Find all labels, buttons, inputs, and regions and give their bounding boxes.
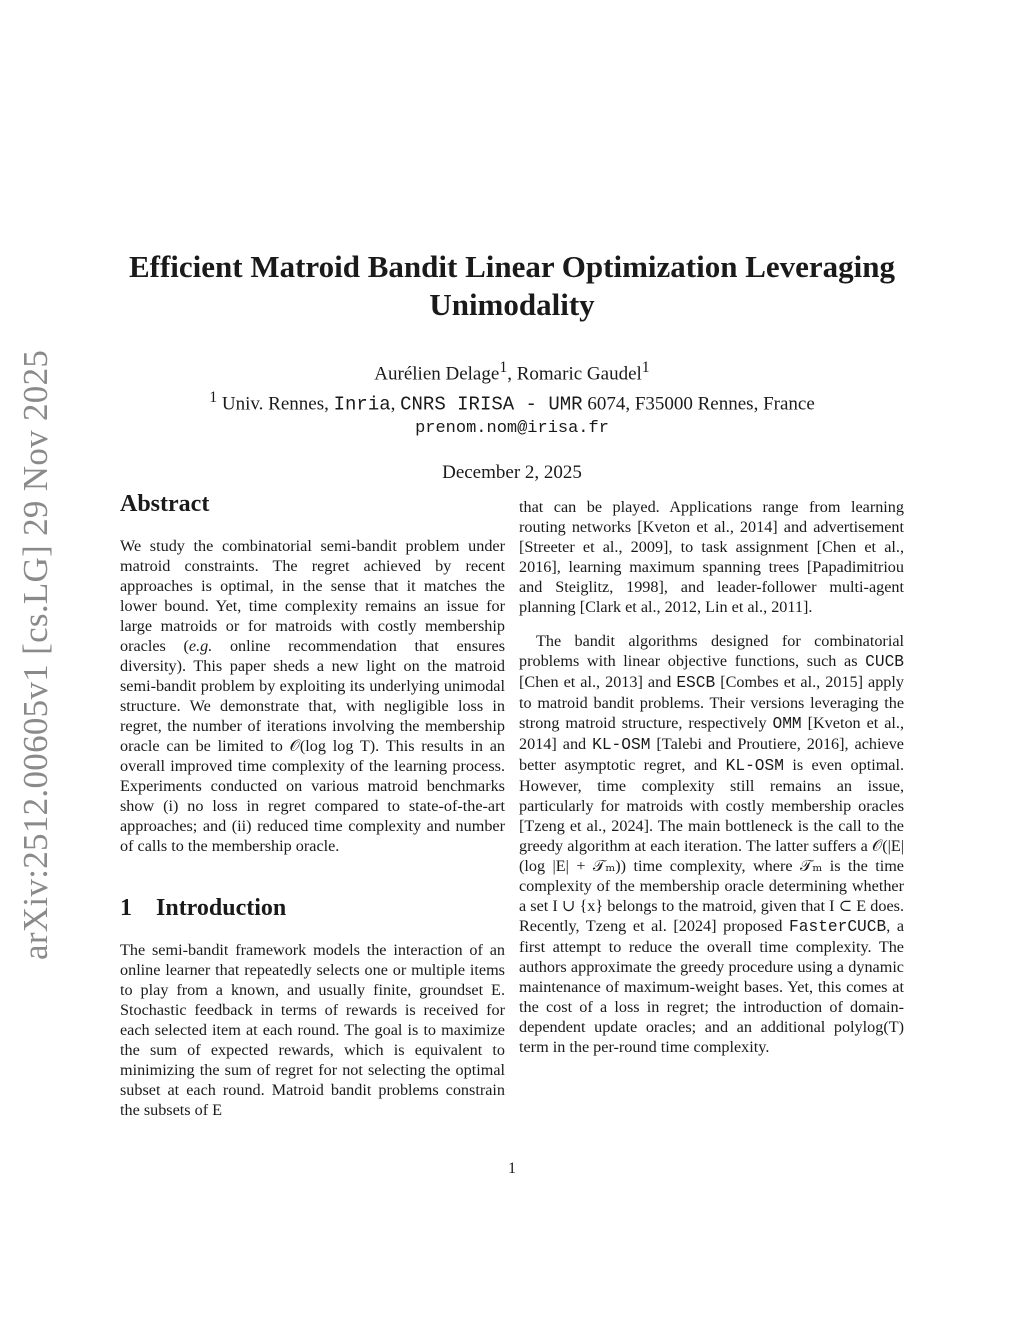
section-number: 1 (120, 895, 132, 921)
title-line-1: Efficient Matroid Bandit Linear Optimization Leveraging (128, 249, 896, 284)
authors (100, 356, 924, 386)
p2-text-1: The bandit algorithms designed for combinatorial problems with linear objective functions, such as (519, 632, 904, 670)
affiliation-post: 6074, F35000 Rennes, France (582, 393, 815, 415)
affiliation-cnrs: CNRS IRISA - UMR (400, 393, 583, 416)
p2-text-6: is even optimal. However, time complexity still remains an issue, particularly for matroids with costly membership oracles [Tzeng et al., 2024]. The main bottleneck is the call to the greedy algorithm at each iteration. The latter suffers a 𝒪(|E|(log |E| + 𝒯ₘ)) time complexity, where 𝒯ₘ is the time complexity of the membership oracle determining whether a set I ∪ {x} belongs to the matroid, given that I ⊂ E does. Recently, Tzeng et al. [2024] proposed (519, 756, 905, 935)
p2-text-5: [Talebi and Proutiere, 2016], achieve better asymptotic regret, and (519, 735, 904, 774)
email: prenom.nom@irisa.fr (415, 418, 609, 438)
algo-fastercucb: FasterCUCB (789, 918, 887, 936)
affiliation-pre: Univ. Rennes, (217, 393, 334, 415)
affiliation (100, 386, 924, 416)
abstract-text (120, 536, 505, 856)
left-column (120, 490, 505, 1120)
abstract-heading: Abstract (120, 491, 210, 517)
p2-text-2: [Chen et al., 2013] and (519, 673, 677, 691)
author-sep: , (507, 363, 517, 385)
author-2-sup: 1 (641, 359, 650, 376)
arxiv-identifier: arXiv:2512.00605v1 [cs.LG] 29 Nov 2025 (16, 349, 55, 960)
algo-cucb: CUCB (865, 653, 904, 671)
paper-title (100, 248, 924, 324)
date: December 2, 2025 (442, 461, 582, 483)
section-title: Introduction (156, 895, 287, 921)
introduction-heading (120, 894, 505, 922)
author-1: Aurélien Delage (374, 363, 500, 385)
intro-paragraph-1: The semi-bandit framework models the interaction of an online learner that repeatedly selects one or multiple items to play from a known, and usually finite, groundset E. Stochastic feedback in terms of rewards is received for each selected item at each round. The goal is to maximize the sum of expected rewards, which is equivalent to minimizing the sum of regret for not selecting the optimal subset at each round. Matroid bandit problems constrain the subsets of E (120, 941, 505, 1119)
p2-text-4: [Kveton et al., 2014] and (519, 714, 904, 753)
affiliation-inria: Inria (333, 393, 391, 416)
right-column (519, 497, 904, 1057)
abstract-eg: e.g. (188, 637, 213, 655)
affiliation-mid: , (390, 393, 401, 415)
author-2: Romaric Gaudel (516, 363, 642, 385)
intro-paragraph-2 (519, 631, 904, 1057)
page-number: 1 (508, 1160, 516, 1177)
algo-kl-osm: KL-OSM (592, 736, 651, 754)
algo-omm: OMM (772, 715, 802, 733)
p2-text-7: , a first attempt to reduce the overall time complexity. The authors approximate the greedy procedure using a dynamic maintenance of maximum-weight bases. Yet, this comes at the cost of a loss in regret; the introduction of domain-dependent update oracles; and an additional polylog(T) term in the per-round time complexity. (519, 917, 905, 1056)
title-block (100, 248, 924, 485)
algo-kl-osm-2: KL-OSM (725, 757, 784, 775)
abstract-text-b: online recommendation that ensures diversity). This paper sheds a new light on the matroid semi-bandit problem by exploiting its underlying unimodal structure. We demonstrate that, with negligible loss in regret, the number of iterations involving the membership oracle can be limited to 𝒪(log log T). This results in an overall improved time complexity of the learning process. Experiments conducted on various matroid benchmarks show (i) no loss in regret compared to state-of-the-art approaches; and (ii) reduced time complexity and number of calls to the membership oracle. (120, 637, 506, 855)
algo-escb: ESCB (676, 674, 716, 692)
author-1-sup: 1 (499, 359, 508, 376)
abstract-text-a: We study the combinatorial semi-bandit problem under matroid constraints. The regret achieved by recent approaches is optimal, in the sense that it matches the lower bound. Yet, time complexity remains an issue for large matroids or for matroids with costly membership oracles ( (120, 537, 505, 655)
p2-text-3: [Combes et al., 2015] apply to matroid bandit problems. Their versions leveraging the strong matroid structure, respectively (519, 673, 904, 732)
intro-paragraph-1-continued: that can be played. Applications range from learning routing networks [Kveton et al., 2014] and advertisement [Streeter et al., 2009], to task assignment [Chen et al., 2016], learning maximum spanning trees [Papadimitriou and Steiglitz, 1998], and leader-follower multi-agent planning [Clark et al., 2012, Lin et al., 2011]. (519, 498, 904, 616)
title-line-2: Unimodality (429, 287, 595, 322)
affiliation-sup: 1 (209, 389, 218, 407)
